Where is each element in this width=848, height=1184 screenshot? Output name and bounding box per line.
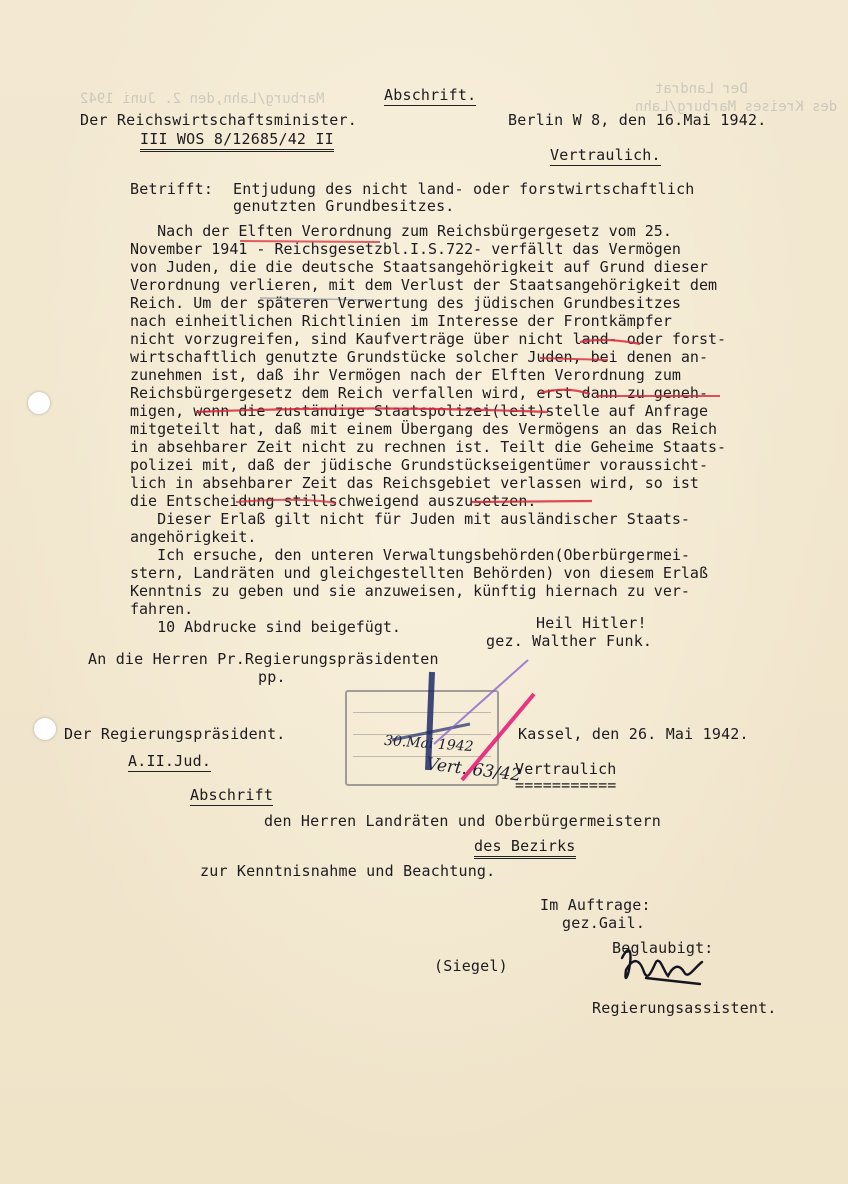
subject-line: Entjudung des nicht land- oder forstwirtschaftlich <box>233 180 695 198</box>
body-line: Dieser Erlaß gilt nicht für Juden mit ausländischer Staats- <box>130 510 690 528</box>
body-line: mitgeteilt hat, daß mit einem Übergang des Vermögens an das Reich <box>130 420 717 438</box>
second-certified: Beglaubigt: <box>612 939 714 957</box>
handwritten-reference: Vert. 63/42 <box>425 754 523 786</box>
body-line: angehörigkeit. <box>130 528 257 546</box>
second-to-line: den Herren Landräten und Oberbürgermeistern <box>264 812 661 830</box>
red-underline <box>472 501 592 502</box>
body-line: zunehmen ist, daß ihr Vermögen nach der Elften Verordnung zum <box>130 366 681 384</box>
second-sender: Der Regierungspräsident. <box>64 725 286 743</box>
addressee-line: pp. <box>258 668 286 686</box>
body-line: von Juden, die die deutsche Staatsangehörigkeit auf Grund dieser <box>130 258 708 276</box>
red-underline <box>236 500 336 503</box>
red-underline <box>240 241 380 242</box>
second-role: Regierungsassistent. <box>592 999 777 1017</box>
body-line: wirtschaftlich genutzte Grundstücke solcher Juden, bei denen an- <box>130 348 708 366</box>
body-line: Reich. Um der späteren Verwertung des jüdischen Grundbesitzes <box>130 294 681 312</box>
second-district: des Bezirks <box>474 837 576 859</box>
red-underline <box>580 340 640 344</box>
body-line: nicht vorzugreifen, sind Kaufverträge über nicht land- oder forst- <box>130 330 727 348</box>
closing-greeting: Heil Hitler! <box>536 614 647 632</box>
handwritten-signature <box>622 950 702 984</box>
second-order: Im Auftrage: <box>540 896 651 914</box>
blue-cross-mark <box>428 672 432 770</box>
body-line: November 1941 - Reichsgesetzbl.I.S.722- verfällt das Vermögen <box>130 240 681 258</box>
body-line: fahren. <box>130 600 194 618</box>
body-line: in absehbarer Zeit nicht zu rechnen ist. Teilt die Geheime Staats- <box>130 438 727 456</box>
body-line: Verordnung verlieren, mit dem Verlust der Staatsangehörigkeit dem <box>130 276 717 294</box>
body-line: Ich ersuche, den unteren Verwaltungsbehörden(Oberbürgermei- <box>130 546 690 564</box>
bleed-through-line: des Kreises Marburg/Lahn <box>635 99 838 115</box>
confidential-label: Vertraulich. <box>550 146 661 164</box>
second-signature: gez.Gail. <box>562 914 646 932</box>
red-underline <box>540 390 590 394</box>
subject-line: genutzten Grundbesitzes. <box>233 197 455 215</box>
seal-placeholder: (Siegel) <box>434 957 508 975</box>
bleed-through-line: Marburg/Lahn,den 2. Juni 1942 <box>80 91 325 107</box>
body-line: Nach der Elften Verordnung zum Reichsbürgergesetz vom 25. <box>130 222 672 240</box>
second-confidential-rule: =========== <box>515 776 617 794</box>
place-date: Berlin W 8, den 16.Mai 1942. <box>508 111 767 129</box>
addressee-line: An die Herren Pr.Regierungspräsidenten <box>88 650 439 668</box>
body-line: 10 Abdrucke sind beigefügt. <box>130 618 401 636</box>
body-line: nach einheitlichen Richtlinien im Interesse der Frontkämpfer <box>130 312 672 330</box>
body-line: stern, Landräten und gleichgestellten Behörden) von diesem Erlaß <box>130 564 708 582</box>
red-underline <box>540 358 608 360</box>
body-line: Reichsbürgergesetz dem Reich verfallen wird, erst dann zu geneh- <box>130 384 708 402</box>
body-line: lich in absehbarer Zeit das Reichsgebiet verlassen wird, so ist <box>130 474 699 492</box>
body-line: Kenntnis zu geben und sie anzuweisen, künftig hiernach zu ver- <box>130 582 690 600</box>
reference-number: III WOS 8/12685/42 II <box>140 130 334 152</box>
closing-signature: gez. Walther Funk. <box>486 632 653 650</box>
second-title: Abschrift <box>190 786 274 804</box>
body-line: die Entscheidung stillschweigend auszusetzen. <box>130 492 537 510</box>
magenta-diagonal-mark <box>462 694 534 780</box>
sender: Der Reichswirtschaftsminister. <box>80 111 357 129</box>
document-title: Abschrift. <box>384 86 477 104</box>
second-purpose: zur Kenntnisnahme und Beachtung. <box>200 862 496 880</box>
body-line: migen, wenn die zuständige Staatspolizei(leit)stelle auf Anfrage <box>130 402 708 420</box>
bleed-through-line: Der Landrat <box>655 81 748 97</box>
second-place-date: Kassel, den 26. Mai 1942. <box>518 725 749 743</box>
violet-diagonal-mark <box>434 660 528 744</box>
blue-pencil-mark <box>260 298 372 300</box>
second-confidential: Vertraulich <box>515 760 617 778</box>
red-underline <box>196 409 548 413</box>
subject-label: Betrifft: <box>130 180 214 198</box>
second-reference: A.II.Jud. <box>128 752 212 770</box>
body-line: polizei mit, daß der jüdische Grundstückseigentümer voraussicht- <box>130 456 708 474</box>
stamp-date: 30.Mai 1942 <box>383 732 474 756</box>
